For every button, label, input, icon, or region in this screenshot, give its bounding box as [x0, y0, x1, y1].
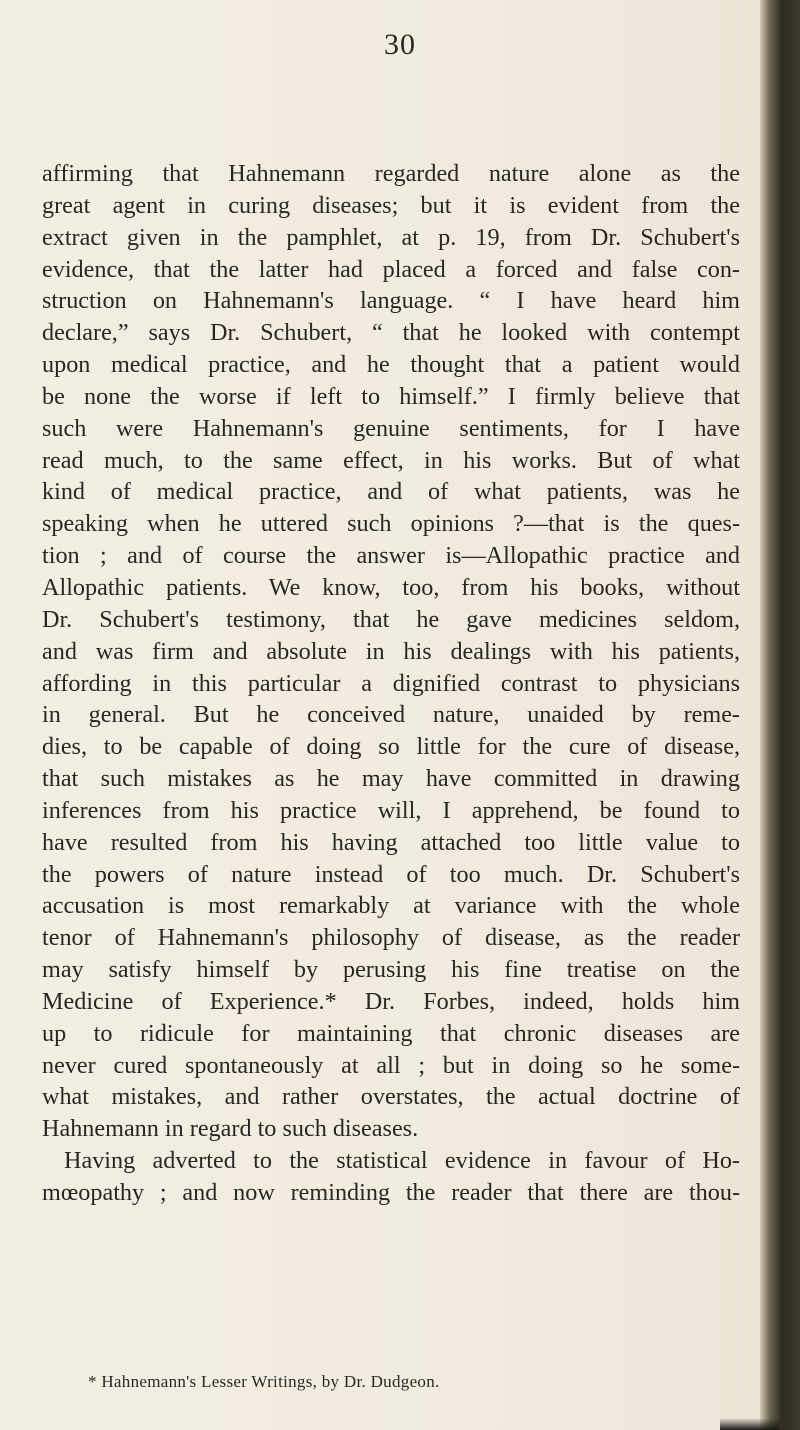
- text-line: kind of medical practice, and of what patients, was he: [42, 478, 740, 506]
- text-line: evidence, that the latter had placed a forced and false con-: [42, 255, 740, 283]
- text-line: inferences from his practice will, I apprehend, be found to: [42, 796, 740, 824]
- text-line: struction on Hahnemann's language. “ I have heard him: [42, 287, 740, 315]
- text-line: affirming that Hahnemann regarded nature alone as the: [42, 160, 740, 187]
- text-line: read much, to the same effect, in his works. But of what: [42, 446, 740, 474]
- text-line: that such mistakes as he may have committed in drawing: [42, 765, 740, 793]
- text-line: in general. But he conceived nature, unaided by reme-: [42, 701, 740, 729]
- text-line: speaking when he uttered such opinions ?—that is the ques-: [42, 510, 740, 538]
- text-line: Having adverted to the statistical evidence in favour of Ho-: [64, 1147, 740, 1175]
- text-line: and was firm and absolute in his dealings with his patients,: [42, 637, 740, 665]
- text-line: Hahnemann in regard to such diseases.: [42, 1115, 419, 1143]
- text-line: be none the worse if left to himself.” I firmly believe that: [42, 382, 740, 410]
- text-line: declare,” says Dr. Schubert, “ that he looked with contempt: [42, 319, 740, 347]
- text-line: great agent in curing diseases; but it is evident from the: [42, 191, 740, 219]
- text-line: accusation is most remarkably at variance with the whole: [42, 892, 740, 920]
- body-text: [42, 158, 740, 1209]
- page-number: 30: [384, 28, 416, 61]
- footnote: * Hahnemann's Lesser Writings, by Dr. Dudgeon.: [88, 1372, 440, 1391]
- text-line: never cured spontaneously at all ; but in doing so he some-: [42, 1051, 740, 1079]
- text-line: the powers of nature instead of too much. Dr. Schubert's: [42, 860, 740, 888]
- text-line: dies, to be capable of doing so little for the cure of disease,: [42, 733, 740, 761]
- text-line: Dr. Schubert's testimony, that he gave medicines seldom,: [42, 605, 740, 633]
- text-line: tenor of Hahnemann's philosophy of disease, as the reader: [42, 924, 740, 952]
- text-line: what mistakes, and rather overstates, the actual doctrine of: [42, 1083, 740, 1111]
- text-line: affording in this particular a dignified contrast to physicians: [42, 669, 740, 697]
- text-line: up to ridicule for maintaining that chronic diseases are: [42, 1019, 740, 1047]
- text-line: such were Hahnemann's genuine sentiments, for I have: [42, 414, 740, 442]
- book-binding-edge: [760, 0, 800, 1430]
- text-line: extract given in the pamphlet, at p. 19, from Dr. Schubert's: [42, 223, 740, 251]
- text-line: Medicine of Experience.* Dr. Forbes, indeed, holds him: [42, 987, 740, 1015]
- page-corner-shadow: [720, 1418, 780, 1430]
- text-line: Allopathic patients. We know, too, from his books, without: [42, 573, 740, 601]
- text-line: upon medical practice, and he thought that a patient would: [42, 351, 740, 379]
- text-line: mœopathy ; and now reminding the reader that there are thou-: [42, 1179, 740, 1206]
- text-line: may satisfy himself by perusing his fine treatise on the: [42, 956, 740, 984]
- text-line: have resulted from his having attached too little value to: [42, 828, 740, 856]
- text-line: tion ; and of course the answer is—Allopathic practice and: [42, 542, 740, 570]
